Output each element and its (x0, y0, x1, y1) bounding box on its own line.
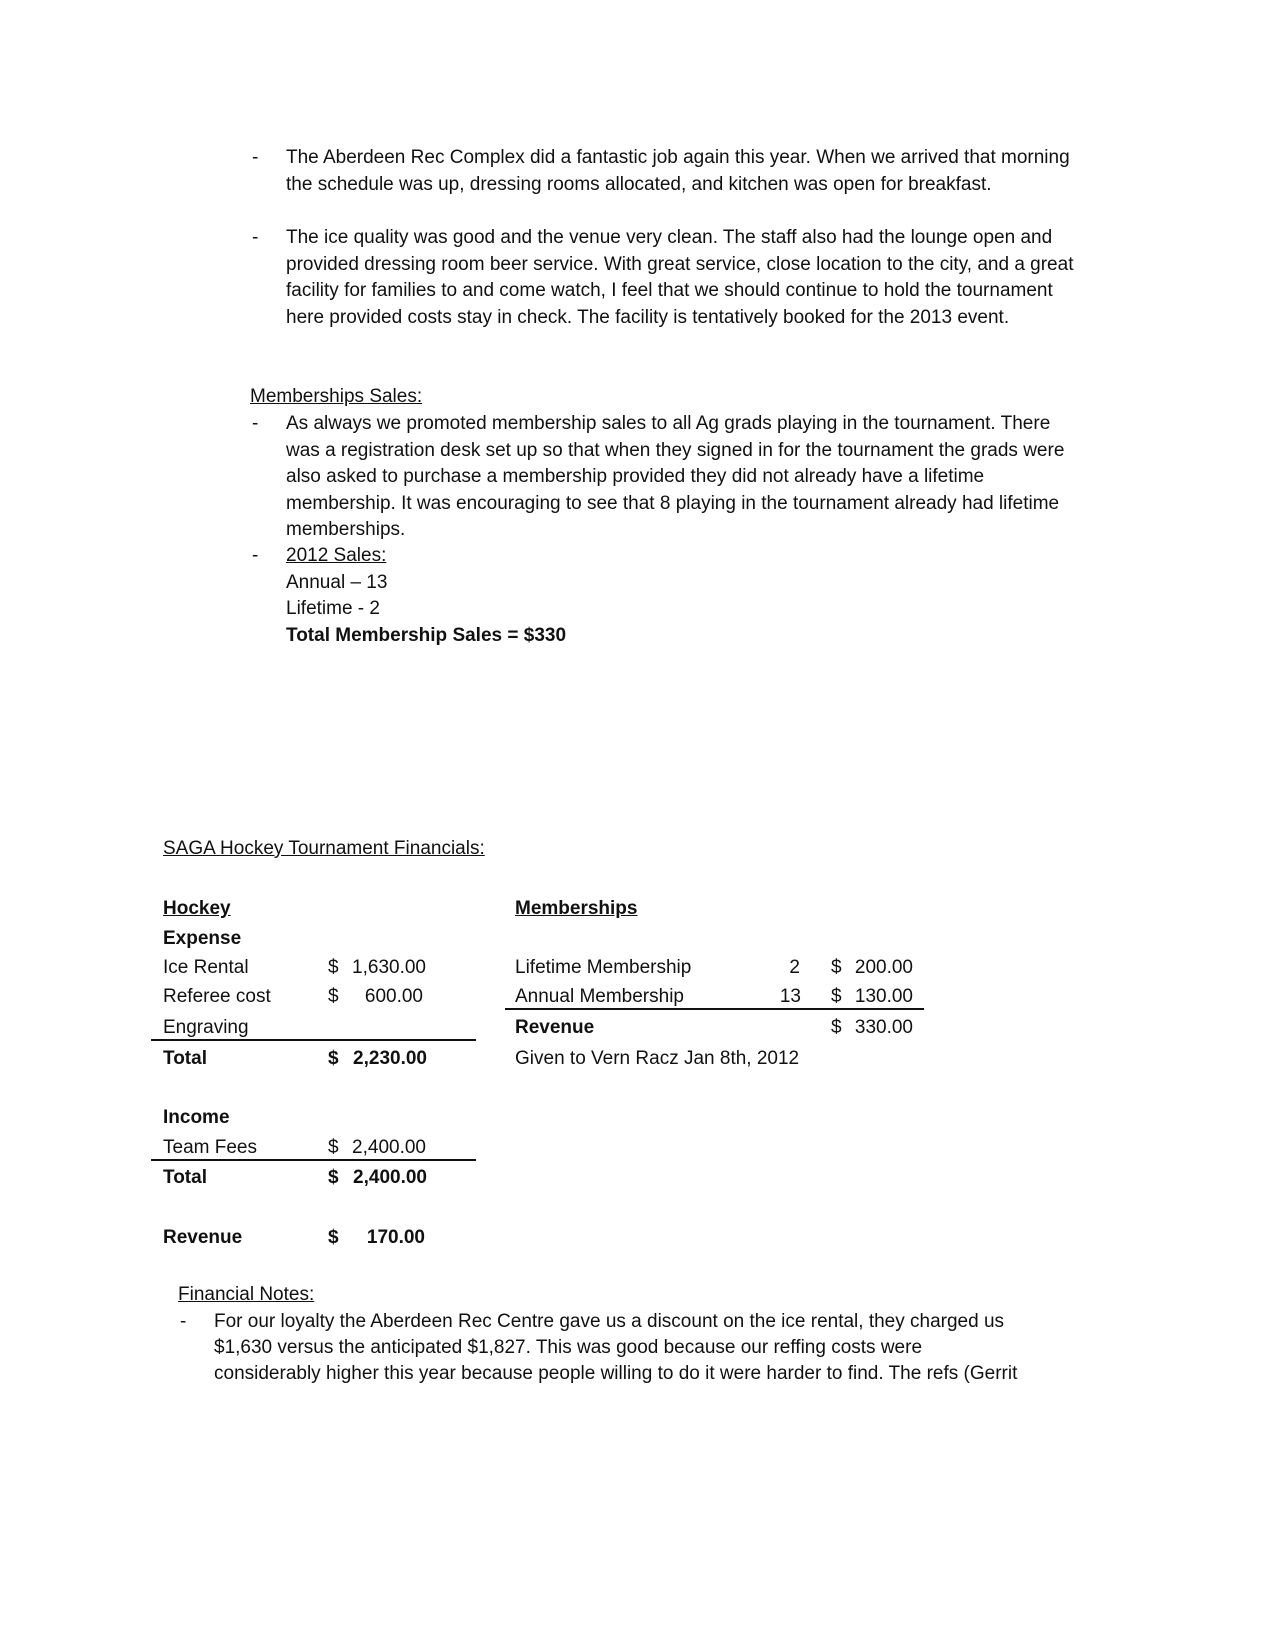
currency-symbol: $ (328, 1048, 339, 1069)
table-rule (151, 1039, 476, 1041)
currency-symbol: $ (831, 957, 842, 978)
currency-symbol: $ (328, 957, 339, 978)
hockey-revenue-label: Revenue (163, 1227, 243, 1248)
venue-paragraph-2: The ice quality was good and the venue very clean. The staff also had the lounge open and provided dressing room beer service. With great service, close location to the city, and a great facility for families to and come watch, I feel that we should continue to hold the tournament here provided costs stay in check. The facility is tentatively booked for the 2013 event. (286, 227, 1074, 328)
expense-label-ice-rental: Ice Rental (163, 957, 249, 978)
bullet-dash: - (252, 227, 259, 248)
bullet-dash: - (252, 413, 259, 434)
currency-symbol: $ (831, 986, 842, 1007)
financial-notes-line: For our loyalty the Aberdeen Rec Centre gave us a discount on the ice rental, they charged us (214, 1311, 1005, 1332)
membership-row-qty: 13 (779, 986, 801, 1007)
expense-amount-ice-rental: 1,630.00 (352, 957, 426, 978)
financials-heading: SAGA Hockey Tournament Financials: (163, 838, 485, 859)
financial-notes-line: considerably higher this year because people willing to do it were harder to find. The refs (Gerrit (214, 1363, 1018, 1384)
income-amount-team-fees: 2,400.00 (352, 1137, 426, 1158)
expense-label-engraving: Engraving (163, 1017, 249, 1038)
sales-total: Total Membership Sales = $330 (286, 625, 567, 646)
venue-paragraph-1: The Aberdeen Rec Complex did a fantastic job again this year. When we arrived that morning the schedule was up, dressing rooms allocated, and kitchen was open for breakfast. (286, 147, 1070, 195)
expense-amount-referee: 600.00 (364, 986, 423, 1007)
currency-symbol: $ (831, 1017, 842, 1038)
membership-row-label: Lifetime Membership (515, 957, 692, 978)
bullet-dash: - (252, 147, 259, 168)
sales-lifetime: Lifetime - 2 (286, 598, 380, 619)
financial-notes-heading: Financial Notes: (178, 1284, 315, 1305)
memberships-heading: Memberships Sales: (250, 386, 423, 407)
currency-symbol: $ (328, 1227, 339, 1248)
expense-total-label: Total (163, 1048, 207, 1069)
currency-symbol: $ (328, 1167, 339, 1188)
expense-label: Expense (163, 928, 242, 949)
hockey-title: Hockey (163, 898, 231, 919)
memberships-table-title: Memberships (515, 898, 638, 919)
membership-revenue: 330.00 (854, 1017, 913, 1038)
sales-heading: 2012 Sales: (286, 545, 387, 566)
bullet-dash: - (252, 545, 259, 566)
income-total: 2,400.00 (353, 1167, 427, 1188)
hockey-revenue: 170.00 (366, 1227, 425, 1248)
currency-symbol: $ (328, 1137, 339, 1158)
income-label: Income (163, 1107, 230, 1128)
expense-total: 2,230.00 (353, 1048, 427, 1069)
financial-notes-line: $1,630 versus the anticipated $1,827. This was good because our reffing costs were (214, 1337, 923, 1358)
table-rule (505, 1008, 924, 1010)
expense-label-referee: Referee cost (163, 986, 271, 1007)
membership-revenue-label: Revenue (515, 1017, 595, 1038)
memberships-paragraph: As always we promoted membership sales to all Ag grads playing in the tournament. There was a registration desk set up so that when they signed in for the tournament the grads were also asked to purchase a membership provided they did not already have a lifetime membership. It was encouraging to see that 8 playing in the tournament already had lifetime memberships. (286, 413, 1065, 541)
table-rule (151, 1159, 476, 1161)
membership-row-amount: 130.00 (854, 986, 913, 1007)
bullet-dash: - (180, 1311, 187, 1332)
currency-symbol: $ (328, 986, 339, 1007)
membership-row-qty: 2 (789, 957, 800, 978)
income-label-team-fees: Team Fees (163, 1137, 257, 1158)
income-total-label: Total (163, 1167, 207, 1188)
sales-annual: Annual – 13 (286, 572, 388, 593)
membership-row-amount: 200.00 (854, 957, 913, 978)
membership-row-label: Annual Membership (515, 986, 684, 1007)
membership-note: Given to Vern Racz Jan 8th, 2012 (515, 1048, 800, 1069)
